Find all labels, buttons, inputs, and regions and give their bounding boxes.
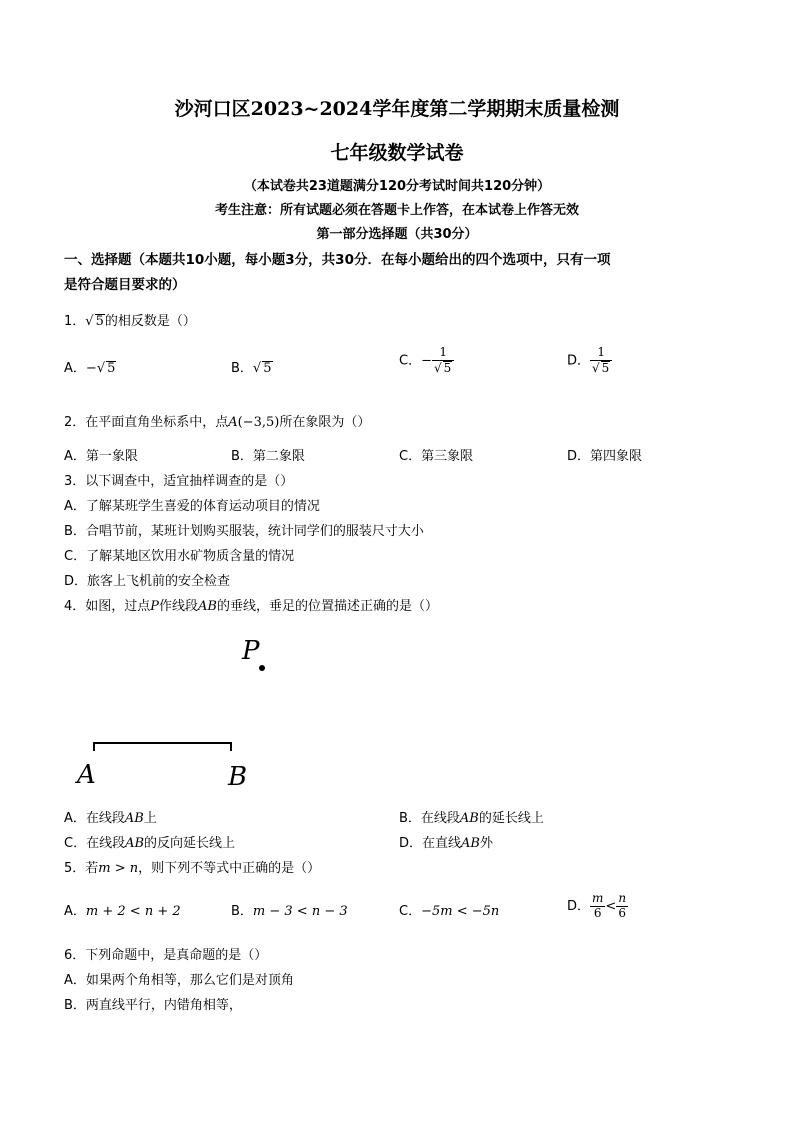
q1-option-a: [64, 357, 116, 376]
q1-c-numerator: 1: [432, 346, 454, 361]
q1-b-label: B．: [231, 361, 253, 376]
q1-c-radicand: 5: [443, 360, 452, 375]
q4-d-post: 外: [479, 836, 493, 851]
q5-condition: m > n: [98, 861, 139, 876]
figure-label-b: B: [228, 762, 248, 792]
q4-b-ab: AB: [459, 811, 479, 826]
q4-figure: [60, 630, 300, 800]
q1-option-d: [567, 346, 612, 376]
figure-label-p: P: [242, 636, 260, 666]
q1-c-label: C．: [399, 353, 422, 369]
q5-option-b: [231, 900, 348, 919]
q4-mid: 作线段: [159, 599, 199, 614]
sqrt-symbol-icon: √: [252, 361, 262, 376]
q6-option-b: B．两直线平行，内错角相等，: [64, 998, 242, 1013]
q2-option-b: B．第二象限: [231, 449, 305, 464]
question-1-stem: [64, 310, 196, 329]
question-5-stem: [64, 857, 320, 876]
q5-d-lt: <: [605, 898, 617, 914]
q3-option-d: D．旅客上飞机前的安全检查: [64, 574, 231, 589]
sqrt-symbol-icon: √: [592, 360, 600, 375]
q5-d-den2: 6: [618, 905, 626, 920]
q1-option-b: [231, 357, 273, 376]
q5-c-expr: −5m < −5n: [421, 904, 500, 919]
q4-suffix: 的垂线，垂足的位置描述正确的是（）: [217, 599, 439, 614]
q1-a-sign: −: [85, 361, 97, 376]
q5-b-expr: m − 3 < n − 3: [252, 904, 348, 919]
q4-b-post: 的延长线上: [478, 811, 544, 826]
q4-option-c: [64, 832, 235, 851]
q4-b-pre: B．在线段: [399, 811, 460, 826]
q5-d-fraction-2: [616, 892, 628, 921]
q1-a-label: A．: [64, 361, 86, 376]
q4-d-pre: D．在直线: [399, 836, 462, 851]
q5-d-label: D．: [567, 898, 591, 914]
q4-segment-ab: AB: [198, 599, 217, 614]
q5-option-d: [567, 892, 628, 921]
q4-d-ab: AB: [461, 836, 480, 851]
q4-figure-svg: [60, 630, 300, 800]
sqrt-symbol-icon: √: [96, 361, 106, 376]
exam-notice: 考生注意：所有试题必须在答题卡上作答，在本试卷上作答无效: [214, 203, 579, 218]
q1-d-numerator: 1: [590, 346, 612, 361]
q3-option-c: C．了解某地区饮用水矿物质含量的情况: [64, 549, 295, 564]
q1-a-radicand: 5: [107, 361, 116, 376]
q5-prefix: 5．若: [64, 861, 99, 876]
q5-d-fraction-1: [590, 892, 605, 921]
q1-c-fraction: [432, 346, 454, 376]
q5-option-a: [64, 900, 181, 919]
q5-suffix: ，则下列不等式中正确的是（）: [138, 861, 321, 876]
q1-d-fraction: [590, 346, 612, 376]
q5-d-den1: 6: [593, 905, 602, 920]
q5-d-num1: m: [592, 891, 604, 905]
q5-a-label: A．: [64, 904, 86, 919]
q5-option-c: [399, 900, 499, 919]
section-heading-line1: 一、选择题（本题共10小题，每小题3分，共30分．在每小题给出的四个选项中，只有一项: [64, 252, 611, 268]
q2-coordinates: (−3,5): [237, 415, 280, 430]
q4-option-b: [399, 807, 544, 826]
q4-a-pre: A．在线段: [64, 811, 125, 826]
q4-a-ab: AB: [124, 811, 144, 826]
q1-d-radicand: 5: [601, 360, 610, 375]
q5-c-label: C．: [399, 904, 422, 919]
section-heading-line2: 是符合题目要求的）: [64, 277, 186, 293]
q6-option-a: A．如果两个角相等，那么它们是对顶角: [64, 973, 294, 988]
q1-option-c: [399, 346, 454, 376]
q1-d-label: D．: [567, 353, 591, 369]
q4-prefix: 4．如图，过点: [64, 599, 151, 614]
q2-prefix: 2．在平面直角坐标系中，点: [64, 415, 229, 430]
q2-option-a: A．第一象限: [64, 449, 138, 464]
q4-point-p: P: [150, 599, 160, 614]
q4-a-post: 上: [143, 811, 157, 826]
q3-option-b: B．合唱节前，某班计划购买服装，统计同学们的服装尺寸大小: [64, 524, 424, 539]
q5-b-label: B．: [231, 904, 253, 919]
q2-point: A: [228, 415, 238, 430]
q4-option-a: [64, 807, 157, 826]
q4-option-d: [399, 832, 493, 851]
question-3-stem: 3．以下调查中，适宜抽样调查的是（）: [64, 474, 294, 489]
question-2-stem: [64, 411, 370, 430]
figure-label-a: A: [77, 760, 96, 790]
q2-option-d: D．第四象限: [567, 449, 643, 464]
q4-c-ab: AB: [125, 836, 145, 851]
q1-b-radicand: 5: [263, 361, 272, 376]
q4-c-pre: C．在线段: [64, 836, 126, 851]
sqrt-symbol-icon: √: [85, 314, 94, 329]
q4-c-post: 的反向延长线上: [144, 836, 236, 851]
exam-title: 沙河口区2023~2024学年度第二学期期末质量检测: [174, 98, 620, 120]
exam-info: （本试卷共23道题满分120分考试时间共120分钟）: [243, 179, 551, 194]
q2-suffix: 所在象限为（）: [279, 415, 371, 430]
sqrt-symbol-icon: √: [433, 360, 442, 375]
q1-c-sign: −: [421, 353, 432, 369]
q5-d-num2: n: [618, 891, 627, 905]
q3-option-a: A．了解某班学生喜爱的体育运动项目的情况: [64, 499, 320, 514]
part-heading: 第一部分选择题（共30分）: [316, 227, 478, 242]
q1-number: 1．: [64, 314, 86, 329]
exam-subtitle: 七年级数学试卷: [330, 142, 464, 164]
q2-option-c: C．第三象限: [399, 449, 474, 464]
q1-text: 的相反数是（）: [104, 314, 196, 329]
question-4-stem: [64, 595, 438, 614]
q1-radicand: 5: [95, 314, 104, 329]
q5-a-expr: m + 2 < n + 2: [85, 904, 181, 919]
question-6-stem: 6．下列命题中，是真命题的是（）: [64, 948, 268, 963]
